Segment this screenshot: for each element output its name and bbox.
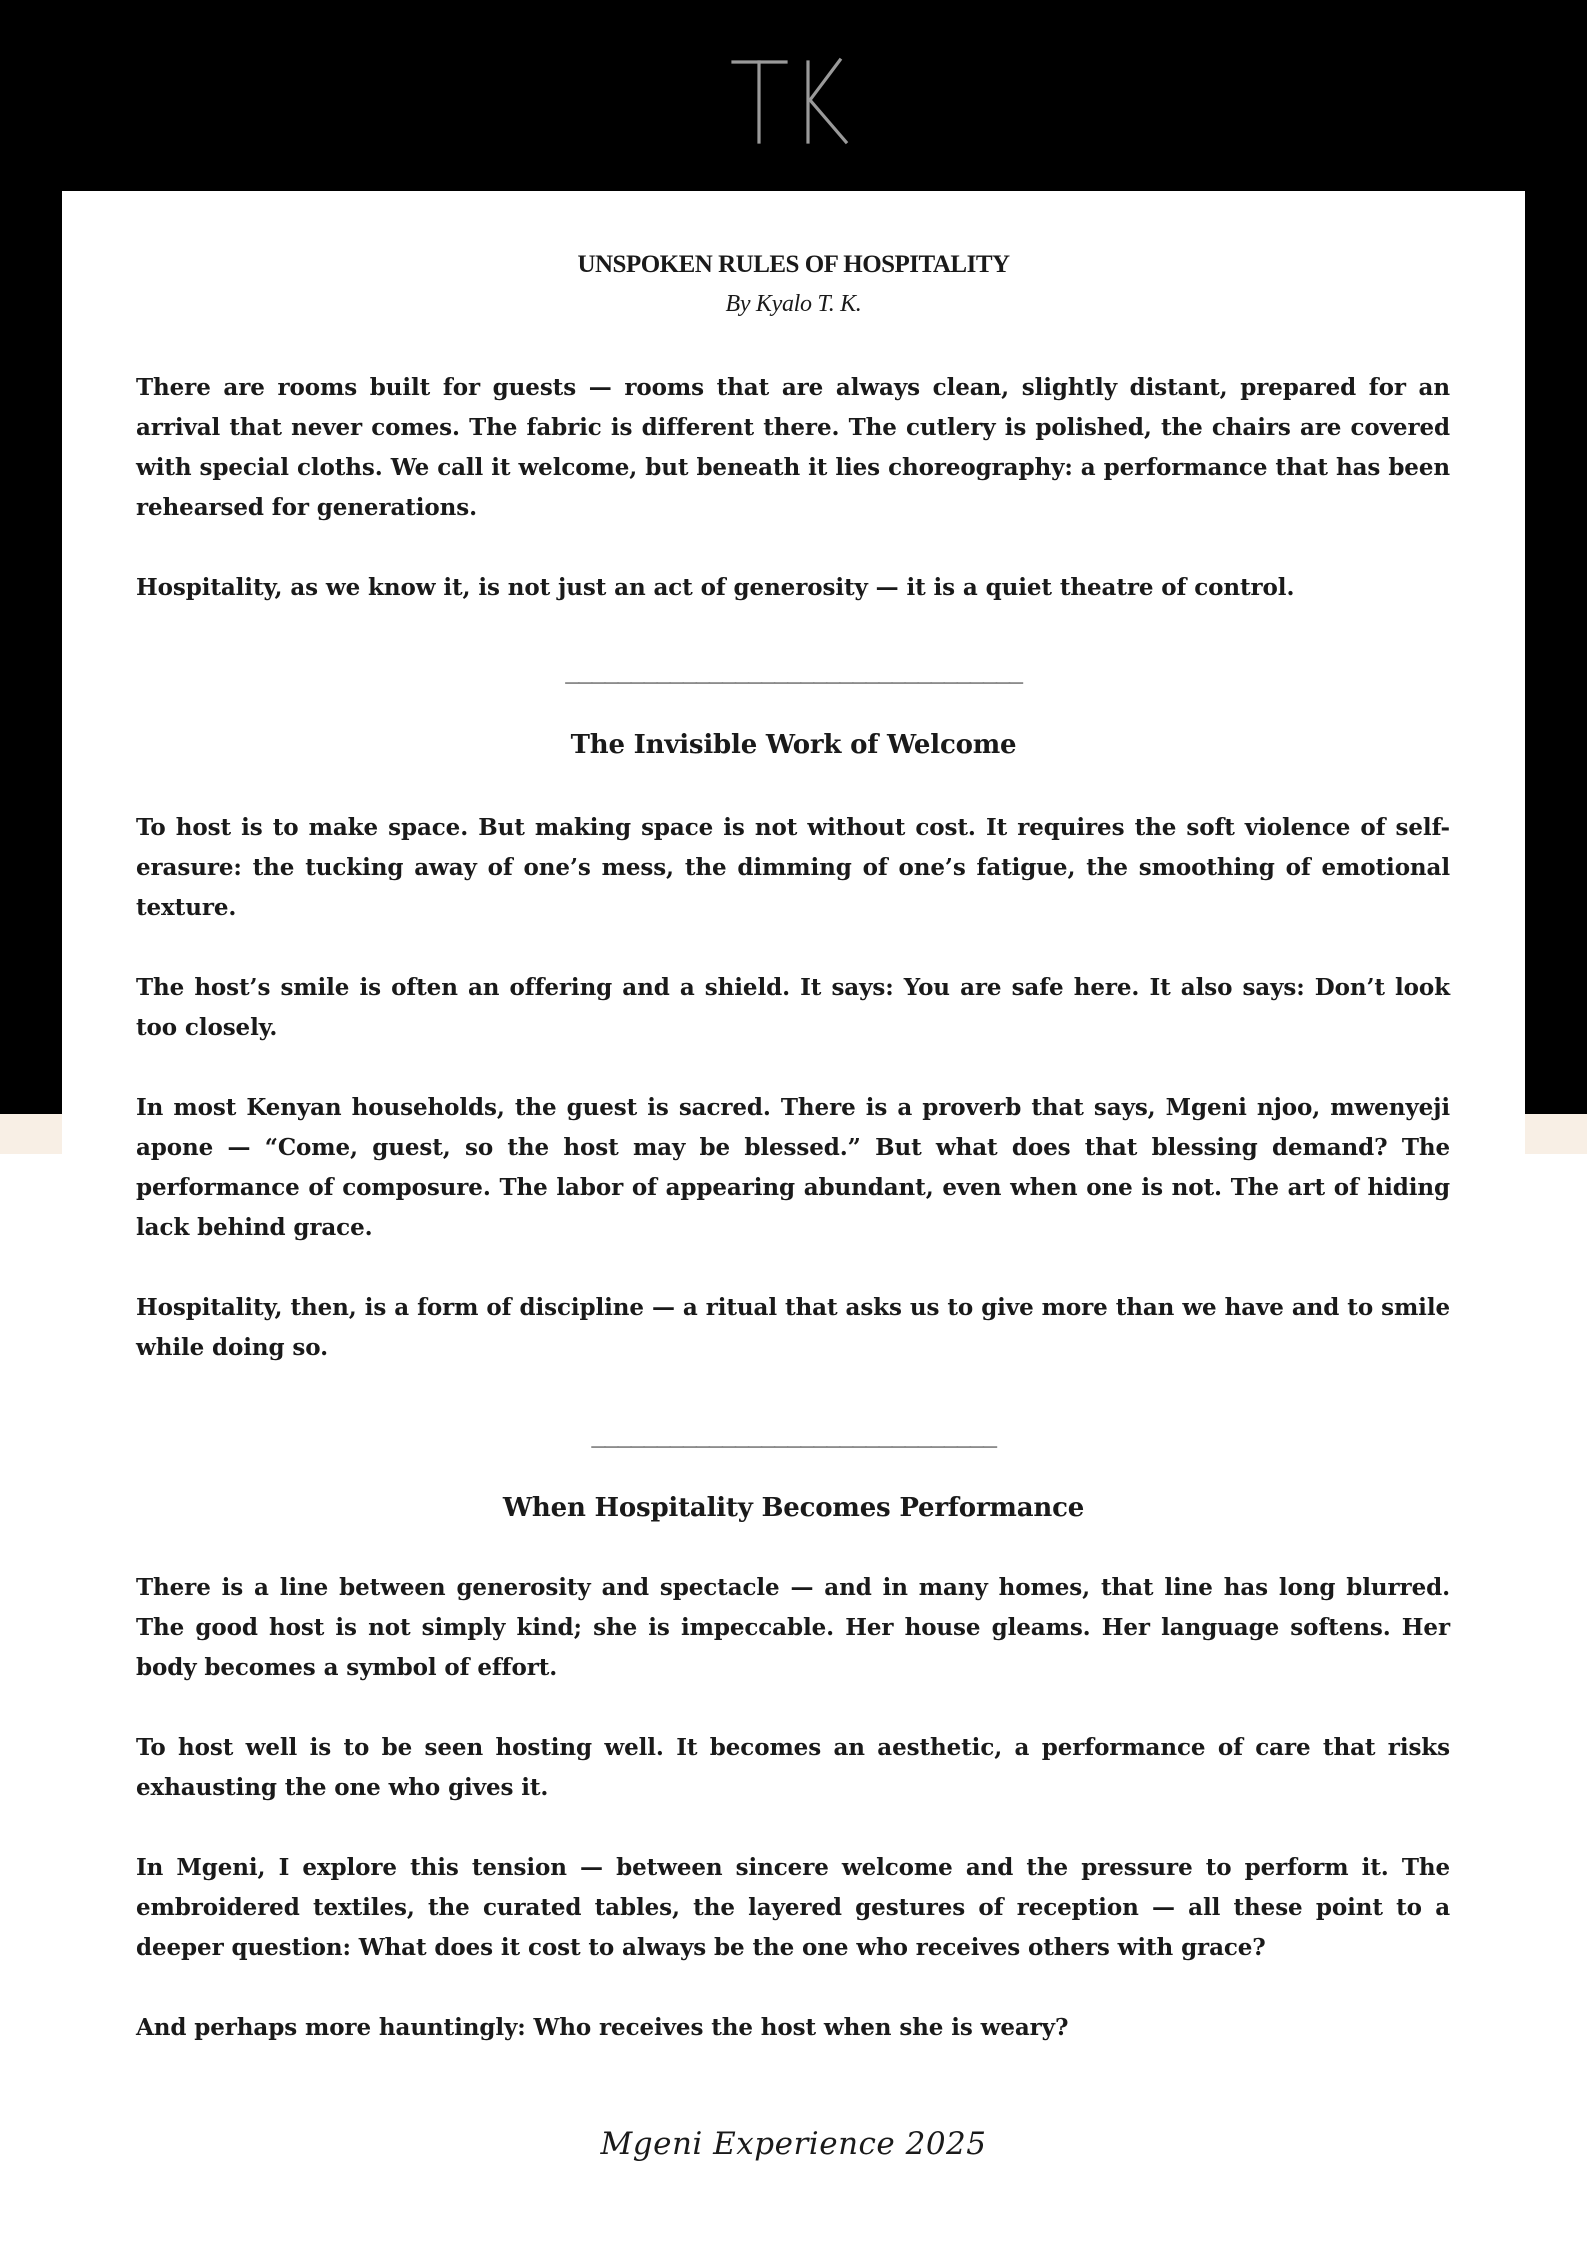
intro-paragraph: Hospitality, as we know it, is not just an act of generosity — it is a quiet theatre of control. (136, 574, 1295, 601)
section-divider: ___________________________________ (565, 656, 1022, 684)
document-title: UNSPOKEN RULES OF HOSPITALITY (577, 251, 1010, 278)
section-heading: The Invisible Work of Welcome (570, 730, 1017, 760)
section-heading: When Hospitality Becomes Performance (502, 1493, 1085, 1523)
body-paragraph: The host’s smile is often an offering and a shield. It says: You are safe here. It also says: Don’t look too closely. (136, 974, 1450, 1041)
body-paragraph: To host well is to be seen hosting well. It becomes an aesthetic, a performance of care that risks exhausting the one who gives it. (136, 1734, 1450, 1801)
document-page (62, 191, 1525, 2245)
body-paragraph: In Mgeni, I explore this tension — between sincere welcome and the pressure to perform it. The embroidered textiles, the curated tables, the layered gestures of reception — all these point to a deeper question: What does it cost to always be the one who receives others with grace? (136, 1854, 1450, 1961)
section-divider: _______________________________ (591, 1420, 996, 1448)
footer-signature: Mgeni Experience 2025 (600, 2126, 987, 2162)
intro-paragraph: There are rooms built for guests — rooms that are always clean, slightly distant, prepared for an arrival that never comes. The fabric is different there. The cutlery is polished, the chairs are covered with special cloths. We call it welcome, but beneath it lies choreography: a performance that has been rehearsed for generations. (136, 374, 1450, 521)
body-paragraph: Hospitality, then, is a form of discipline — a ritual that asks us to give more than we have and to smile while doing so. (136, 1294, 1450, 1361)
body-paragraph: In most Kenyan households, the guest is sacred. There is a proverb that says, Mgeni njoo, mwenyeji apone — “Come, guest, so the host may be blessed.” But what does that blessing demand? The performance of composure. The labor of appearing abundant, even when one is not. The art of hiding lack behind grace. (136, 1094, 1450, 1241)
tk-monogram-icon (728, 52, 858, 148)
document-byline: By Kyalo T. K. (725, 291, 862, 317)
body-paragraph: And perhaps more hauntingly: Who receives the host when she is weary? (136, 2014, 1069, 2041)
body-paragraph: There is a line between generosity and spectacle — and in many homes, that line has long blurred. The good host is not simply kind; she is impeccable. Her house gleams. Her language softens. Her body becomes a symbol of effort. (136, 1574, 1450, 1681)
body-paragraph: To host is to make space. But making space is not without cost. It requires the soft violence of self-erasure: the tucking away of one’s mess, the dimming of one’s fatigue, the smoothing of emotional texture. (136, 814, 1450, 921)
